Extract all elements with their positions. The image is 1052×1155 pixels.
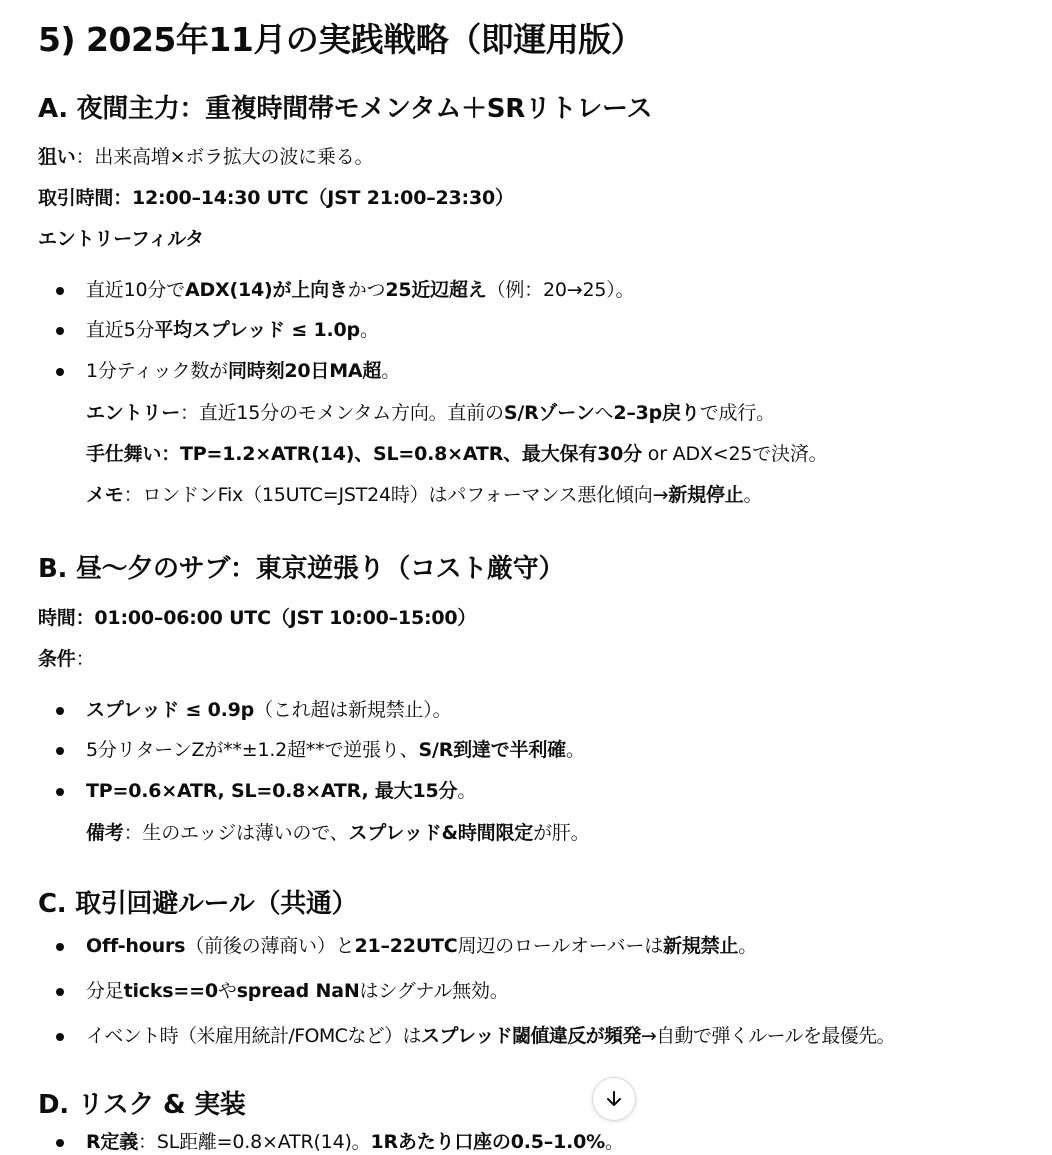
bold-text: 25近辺超え — [385, 279, 487, 301]
text: 。 — [359, 319, 379, 341]
time-text: ：12:00–14:30 UTC（JST 21:00–23:30） — [113, 187, 514, 209]
bold-text: TP=0.6×ATR, SL=0.8×ATR, 最大15分 — [86, 780, 458, 802]
list-item — [56, 933, 757, 959]
bold-text: 新規禁止 — [663, 935, 739, 957]
bold-text: S/Rゾーン — [503, 402, 595, 424]
aim-line — [38, 144, 373, 170]
bold-text: spread NaN — [236, 980, 360, 1002]
list-item — [56, 317, 379, 343]
text: ：直近15分のモメンタム方向。直前の — [180, 402, 504, 424]
bold-text: スプレッド閾値違反が頻発 — [420, 1025, 641, 1047]
cond-label: 条件 — [38, 648, 76, 670]
text: 。 — [738, 935, 758, 957]
bold-text: 平均スプレッド ≤ 1.0p — [154, 319, 360, 341]
entry-label: エントリー — [86, 402, 181, 424]
time-label: 取引時間 — [38, 187, 114, 209]
text: かつ — [347, 279, 386, 301]
text: 1分ティック数が — [86, 360, 228, 382]
bold-text: 同時刻20日MA超 — [227, 360, 382, 382]
bold-text: S/R到達で半利確 — [418, 739, 566, 761]
list-item — [56, 1023, 895, 1049]
text: が肝。 — [533, 822, 590, 844]
text: や — [217, 980, 237, 1002]
time-line — [38, 605, 476, 631]
memo-label: メモ — [86, 484, 124, 506]
bold-text: ADX(14)が上向き — [184, 279, 348, 301]
text: 直近5分 — [86, 319, 155, 341]
list-item — [56, 978, 509, 1004]
list-item — [56, 778, 476, 804]
text: イベント時（米雇用統計/FOMCなど）は — [86, 1025, 421, 1047]
section-a-heading: A. 夜間主力：重複時間帯モメンタム＋SRリトレース — [38, 94, 653, 124]
text: 5分リターンZが**±1.2超**で逆張り、 — [86, 739, 419, 761]
text: 。 — [457, 780, 477, 802]
text: へ — [594, 402, 614, 424]
section-b-heading: B. 昼〜夕のサブ：東京逆張り（コスト厳守） — [38, 554, 565, 584]
text: （これ超は新規禁止）。 — [254, 699, 452, 721]
text: 。 — [565, 739, 585, 761]
bold-text: ticks==0 — [123, 980, 218, 1002]
text: はシグナル無効。 — [359, 980, 509, 1002]
text: 。 — [743, 484, 763, 506]
bold-text: 新規停止 — [668, 484, 744, 506]
list-item — [56, 697, 451, 723]
list-item — [56, 737, 585, 763]
section-c-heading: C. 取引回避ルール（共通） — [38, 889, 358, 919]
note-label: 備考 — [86, 822, 124, 844]
bold-text: R定義 — [86, 1131, 139, 1153]
text: 。 — [604, 1131, 624, 1153]
text: ：ロンドンFix（15UTC=JST24時）はパフォーマンス悪化傾向→ — [123, 484, 669, 506]
bold-text: ：TP=1.2×ATR(14)、SL=0.8×ATR、最大保有30分 — [161, 443, 642, 465]
time-text: ：01:00–06:00 UTC（JST 10:00–15:00） — [75, 607, 477, 629]
text: （前後の薄商い）と — [185, 935, 355, 957]
cond-line — [38, 646, 94, 672]
bold-text: 1Rあたり口座の0.5–1.0% — [370, 1131, 605, 1153]
bold-text: 21–22UTC — [354, 935, 458, 957]
exit-line — [86, 441, 827, 467]
text: 周辺のロールオーバーは — [457, 935, 664, 957]
scroll-to-bottom-button[interactable] — [592, 1077, 636, 1121]
list-item — [56, 358, 400, 384]
filter-label — [38, 226, 204, 252]
entry-line — [86, 400, 775, 426]
exit-label: 手仕舞い — [86, 443, 162, 465]
bold-text: 2–3p戻り — [613, 402, 700, 424]
arrow-down-icon — [604, 1089, 624, 1109]
list-item — [56, 1129, 624, 1155]
text: で成行。 — [699, 402, 775, 424]
time-label: 時間 — [38, 607, 76, 629]
bold-text: スプレッド ≤ 0.9p — [86, 699, 255, 721]
memo-line — [86, 482, 762, 508]
text: （例：20→25）。 — [486, 279, 635, 301]
text: →自動で弾くルールを最優先。 — [640, 1025, 895, 1047]
text: ： — [75, 648, 95, 670]
note-line — [86, 820, 589, 846]
section-d-heading: D. リスク & 実装 — [38, 1090, 246, 1120]
bold-text: Off-hours — [86, 935, 186, 957]
aim-text: ：出来高増×ボラ拡大の波に乗る。 — [75, 146, 374, 168]
filter-label-text: エントリーフィルタ — [38, 228, 204, 250]
text: ：生のエッジは薄いので、 — [123, 822, 349, 844]
text: 。 — [381, 360, 401, 382]
list-item — [56, 277, 634, 303]
text: 分足 — [86, 980, 124, 1002]
text: or ADX<25で決済。 — [641, 443, 828, 465]
text: 直近10分で — [86, 279, 185, 301]
page-title: 5) 2025年11月の実践戦略（即運用版） — [38, 20, 644, 59]
text: ：SL距離=0.8×ATR(14)。 — [138, 1131, 371, 1153]
time-line — [38, 185, 514, 211]
bold-text: スプレッド&時間限定 — [348, 822, 534, 844]
aim-label: 狙い — [38, 146, 76, 168]
